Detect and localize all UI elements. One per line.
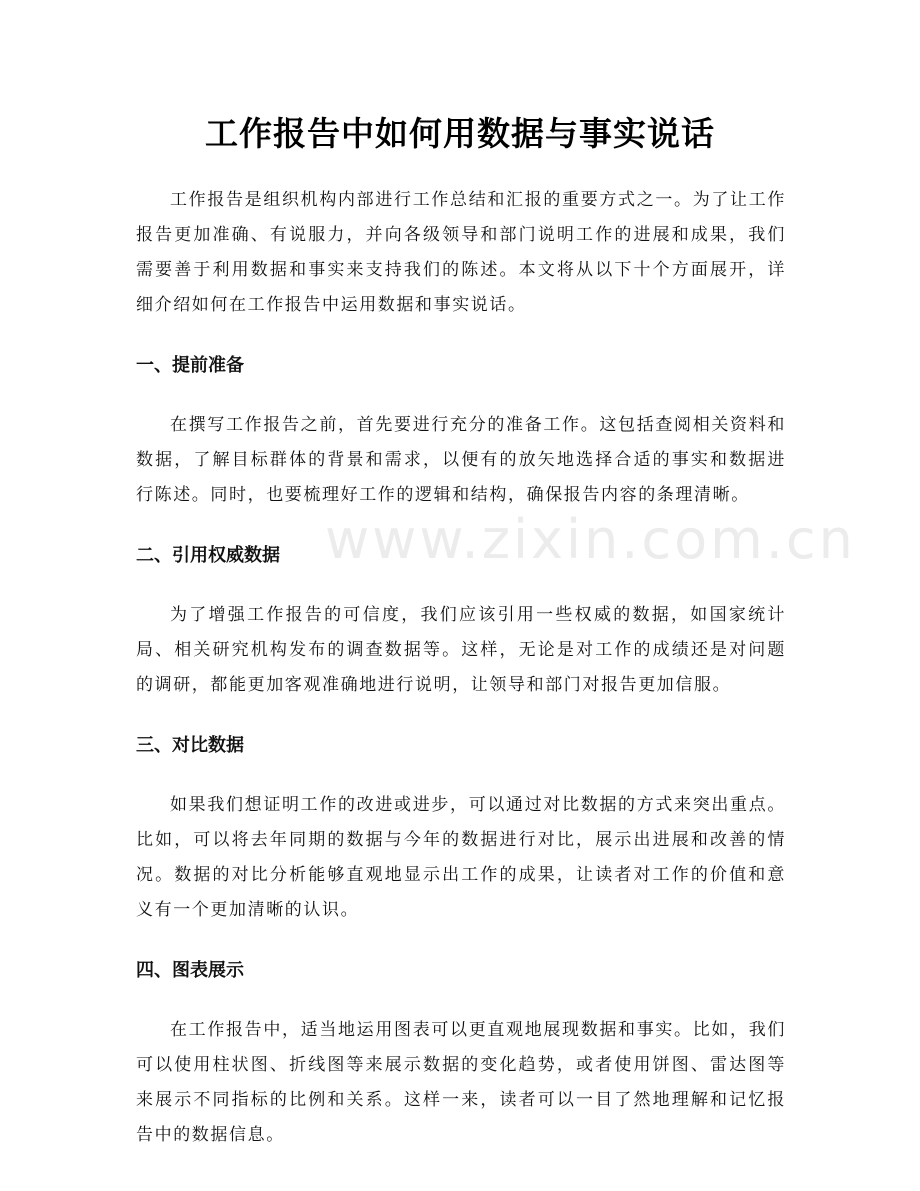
section-heading-1: 一、提前准备 (136, 355, 244, 376)
section-body-3: 如果我们想证明工作的改进或进步，可以通过对比数据的方式来突出重点。比如，可以将去年同期的数据与今年的数据进行对比，展示出进展和改善的情况。数据的对比分析能够直观地显示出工作的成果，让读者对工作的价值和意义有一个更加清晰的认识。 (136, 795, 786, 920)
section-body-4: 在工作报告中，适当地运用图表可以更直观地展现数据和事实。比如，我们可以使用柱状图、折线图等来展示数据的变化趋势，或者使用饼图、雷达图等来展示不同指标的比例和关系。这样一来，读者可以一目了然地理解和记忆报告中的数据信息。 (136, 1020, 786, 1145)
section-body-1: 在撰写工作报告之前，首先要进行充分的准备工作。这包括查阅相关资料和数据，了解目标群体的背景和需求，以便有的放矢地选择合适的事实和数据进行陈述。同时，也要梳理好工作的逻辑和结构，确保报告内容的条理清晰。 (136, 415, 786, 505)
section-heading-4: 四、图表展示 (136, 960, 244, 981)
document-title: 工作报告中如何用数据与事实说话 (205, 114, 715, 153)
watermark: www.zixin.com.cn (325, 508, 856, 571)
section-heading-3: 三、对比数据 (136, 735, 244, 756)
section-heading-2: 二、引用权威数据 (136, 545, 280, 566)
document-body (136, 183, 786, 1153)
intro-paragraph: 工作报告是组织机构内部进行工作总结和汇报的重要方式之一。为了让工作报告更加准确、有说服力，并向各级领导和部门说明工作的进展和成果，我们需要善于利用数据和事实来支持我们的陈述。本文将从以下十个方面展开，详细介绍如何在工作报告中运用数据和事实说话。 (136, 190, 786, 315)
section-body-2: 为了增强工作报告的可信度，我们应该引用一些权威的数据，如国家统计局、相关研究机构发布的调查数据等。这样，无论是对工作的成绩还是对问题的调研，都能更加客观准确地进行说明，让领导和部门对报告更加信服。 (136, 605, 786, 695)
